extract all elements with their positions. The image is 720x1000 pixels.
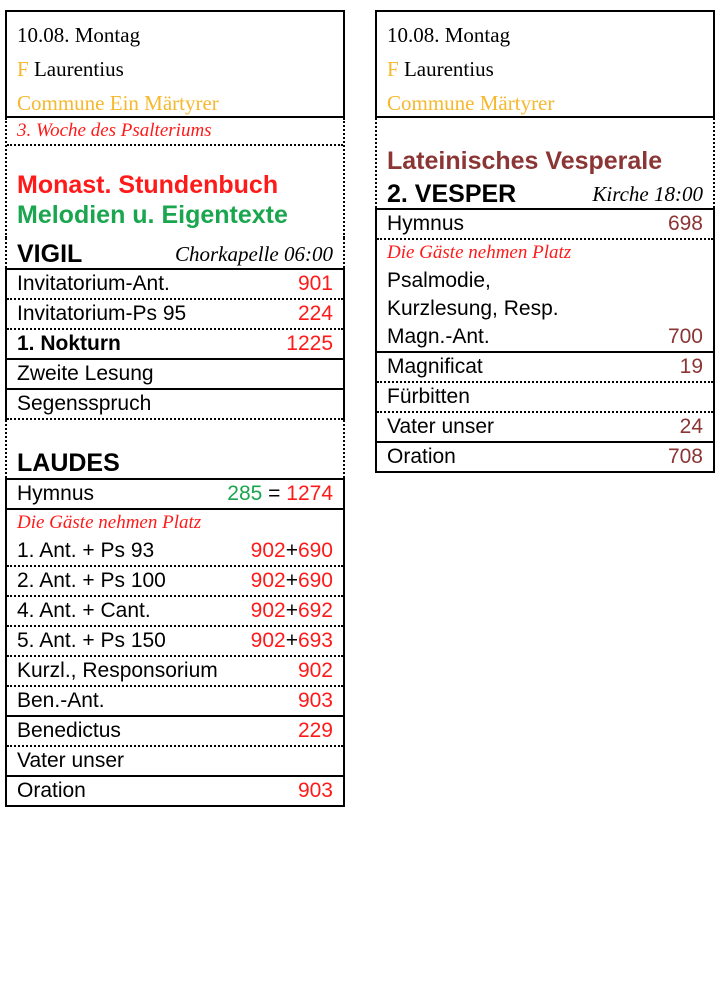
page-number: 24 [679,415,703,438]
row-label: Oration [387,445,456,468]
vesper-place-time: Kirche 18:00 [592,182,703,206]
row-label: Hymnus [387,212,465,235]
row-label: Vater unser [17,749,124,772]
row-label: 1. Ant. + Ps 93 [17,539,155,562]
psalm-row [7,567,343,597]
page-number: 901 [297,272,333,295]
laudes-row [7,717,343,747]
psalm-pages [251,537,333,565]
page-number: 903 [297,689,333,712]
psalter-week-row [7,118,343,146]
left-column [5,10,345,807]
page-number: 902 [297,659,333,682]
row-label: Ben.-Ant. [17,689,105,712]
row-label: Magnificat [387,355,483,378]
row-label: Kurzlesung, Resp. [387,297,559,320]
psalmody-line [377,267,713,295]
vigil-row [7,270,343,300]
laudes-row [7,777,343,805]
equals-sign: = [268,482,281,505]
book-title-vesperale: Lateinisches Vesperale [387,147,663,175]
feast-line [17,52,343,86]
reading-line [377,295,713,323]
row-label: Benedictus [17,719,121,742]
psalm-row [7,597,343,627]
vesper-title: 2. VESPER [387,180,517,208]
page-number: 692 [297,599,333,622]
row-label: Oration [17,779,86,802]
psalm-pages [251,627,333,655]
vesper-row [377,443,713,471]
psalter-week: 3. Woche des Psalteriums [17,120,212,141]
commune-label: Commune Ein Märtyrer [17,91,219,115]
row-label: 2. Ant. + Ps 100 [17,569,166,592]
laudes-hymnus-row [7,480,343,510]
psalm-pages [251,597,333,625]
guests-note-row [7,510,343,537]
page-number: 698 [667,212,703,235]
page-number: 700 [667,325,703,348]
page-number: 902 [250,599,286,622]
vigil-row [7,330,343,360]
page-number: 693 [297,629,333,652]
vesper-heading [377,178,713,208]
feast-line [387,52,713,86]
page-number: 1274 [286,482,333,505]
page-number: 902 [250,539,286,562]
row-label: Segensspruch [17,392,152,415]
vigil-row [7,360,343,390]
vesper-hymnus-row [377,210,713,240]
vigil-title: VIGIL [17,240,83,268]
plus-sign: + [285,539,298,562]
page-number: 1225 [286,332,333,355]
page-number: 903 [297,779,333,802]
psalm-pages [251,567,333,595]
vigil-table [5,268,345,420]
row-label: Magn.-Ant. [387,325,490,348]
date-label: 10.08. Montag [387,23,511,47]
vigil-intro [5,118,345,238]
vigil-heading [5,238,345,268]
feast-name: Laurentius [403,57,494,81]
vigil-row [7,390,343,420]
row-label: Zweite Lesung [17,362,154,385]
row-label: Psalmodie, [387,269,491,292]
page-number: 708 [667,445,703,468]
laudes-heading [5,420,345,478]
guests-note: Die Gäste nehmen Platz [387,242,572,263]
vesper-table [375,208,715,473]
laudes-table [5,478,345,807]
page-number: 19 [679,355,703,378]
laudes-row [7,687,343,717]
guests-note-row [377,240,713,267]
plus-sign: + [285,599,298,622]
book-title-melodien: Melodien u. Eigentexte [17,201,288,229]
guests-note: Die Gäste nehmen Platz [17,512,202,533]
page-number: 285 [227,482,263,505]
vesper-row [377,413,713,443]
laudes-row [7,747,343,777]
day-header-left [5,10,345,118]
psalm-row [7,627,343,657]
plus-sign: + [285,569,298,592]
row-label: 5. Ant. + Ps 150 [17,629,166,652]
feast-name: Laurentius [33,57,124,81]
feast-rank: F [387,57,399,81]
vesper-psalmody-block [377,240,713,353]
page-number: 902 [250,569,286,592]
hymnus-pages [227,480,333,508]
vesper-intro [375,118,715,208]
vigil-row [7,300,343,330]
row-label: Vater unser [387,415,494,438]
page-number: 690 [297,539,333,562]
row-label: 4. Ant. + Cant. [17,599,151,622]
date-label: 10.08. Montag [17,23,141,47]
book-title-stundenbuch: Monast. Stundenbuch [17,171,279,199]
magn-ant-row [377,323,713,351]
psalm-row [7,537,343,567]
vesper-row [377,353,713,383]
row-label: 1. Nokturn [17,332,121,355]
commune-label: Commune Märtyrer [387,91,555,115]
feast-rank: F [17,57,29,81]
laudes-row [7,657,343,687]
page-number: 902 [250,629,286,652]
page-number: 229 [297,719,333,742]
row-label: Invitatorium-Ant. [17,272,170,295]
day-header-right [375,10,715,118]
page-number: 690 [297,569,333,592]
row-label: Hymnus [17,482,95,505]
laudes-title: LAUDES [17,449,120,477]
row-label: Kurzl., Responsorium [17,659,218,682]
row-label: Fürbitten [387,385,470,408]
plus-sign: + [285,629,298,652]
vesper-row [377,383,713,413]
right-column [375,10,715,473]
page-number: 224 [297,302,333,325]
row-label: Invitatorium-Ps 95 [17,302,187,325]
vigil-place-time: Chorkapelle 06:00 [174,242,333,266]
